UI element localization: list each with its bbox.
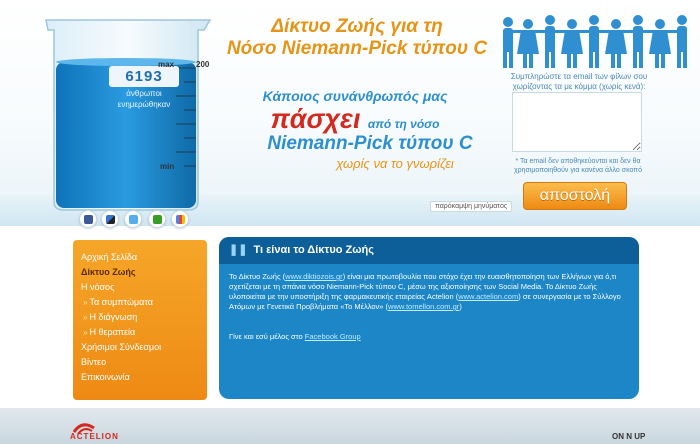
facebook-icon[interactable] — [79, 210, 97, 228]
tagline-2-emphasis: πάσχει — [270, 104, 361, 134]
content-paragraph-2 — [229, 332, 629, 342]
developer-credit[interactable]: ON N UP — [612, 432, 646, 441]
friends-email-input[interactable] — [512, 92, 642, 152]
chevron-right-icon: » — [83, 298, 88, 307]
tagline-2 — [220, 104, 490, 135]
beaker-max-label: max — [158, 60, 175, 69]
p1-text-c: ) σε συνεργασία με το Σύλλογο Ατόμων με Γενετικά Προβλήματα «Το Μέλλον» ( — [229, 292, 621, 311]
beaker-graphic — [38, 16, 214, 212]
delicious-icon[interactable] — [101, 210, 119, 228]
nav-item-diagnosis-label: Η διάγνωση — [89, 312, 138, 322]
p1-text-d: ) — [459, 302, 462, 311]
nav-item-treatment-label: Η θεραπεία — [89, 327, 136, 337]
pause-icon: ❚❚ — [229, 244, 248, 256]
content-panel — [219, 237, 639, 399]
chevron-right-icon: » — [83, 313, 88, 322]
content-header — [219, 237, 639, 264]
p1-text-b: ) είναι μια πρωτοβουλία που στόχο έχει την ευαισθητοποίηση των Ελλήνων για ό,τι σχετίζεται με τη σπάνια νόσο Niemann-Pick τύπου C, μέσω της αξιοποίησης των Social Media. Το Δίκτυο Ζωής υλοποιείται με την υποστήριξη της φαρμακευτικής εταιρείας Actelion ( — [229, 272, 617, 301]
chevron-right-icon: » — [83, 328, 88, 337]
nav-item-links[interactable]: Χρήσιμοι Σύνδεσμοι — [81, 342, 162, 352]
content-heading: Τι είναι το Δίκτυο Ζωής — [253, 244, 374, 256]
tagline-2-rest: από τη νόσο — [367, 117, 440, 131]
email-form-note: * Τα email δεν αποθηκεύονται και δεν θα χρησιμοποιηθούν για κανένα άλλο σκοπό — [513, 158, 643, 174]
email-form-label: Συμπληρώστε τα email των φίλων σου χωρίζοντας τα με κόμμα (χωρίς κενά): — [510, 72, 648, 91]
content-paragraph-1 — [229, 272, 629, 312]
diktiozois-link[interactable]: www.diktiozois.gr — [285, 272, 343, 281]
nav-item-symptoms-label: Τα συμπτώματα — [89, 297, 154, 307]
facebook-group-link[interactable]: Facebook Group — [304, 332, 361, 341]
site-title — [222, 16, 492, 60]
main-nav — [73, 240, 207, 400]
tagline-1: Κάποιος συνάνθρωπός μας — [262, 88, 448, 104]
actelion-link[interactable]: www.actelion.com — [458, 292, 519, 301]
nav-item-home[interactable]: Αρχική Σελίδα — [81, 252, 138, 262]
beaker-svg — [38, 16, 214, 212]
send-button[interactable]: αποστολή — [523, 182, 627, 210]
beaker-scale-label: 200 — [196, 60, 210, 69]
skip-message-link[interactable]: παρόκαμψη μηνύματος — [430, 201, 512, 212]
nav-item-symptoms[interactable] — [73, 295, 207, 310]
nav-item-treatment[interactable] — [73, 325, 207, 340]
tagline-4: χωρίς να το γνωρίζει — [336, 156, 454, 171]
nav-item-diagnosis[interactable] — [73, 310, 207, 325]
people-silhouettes-graphic — [498, 14, 694, 70]
google-icon[interactable] — [171, 210, 189, 228]
nav-item-network[interactable]: Δίκτυο Ζωής — [81, 267, 136, 277]
counter-caption-2: ενημερώθηκαν — [117, 100, 171, 109]
p2-text: Γίνε και εσύ μέλος στο — [229, 332, 305, 341]
tomellon-link[interactable]: www.tomellon.com.gr — [388, 302, 460, 311]
site-title-line-1: Δίκτυο Ζωής για τη — [271, 16, 443, 37]
site-title-line-2: Νόσο Niemann-Pick τύπου C — [226, 38, 488, 59]
p1-text-a: Το Δίκτυο Ζωής ( — [229, 272, 286, 281]
twitter-icon[interactable] — [124, 210, 142, 228]
info-counter — [94, 66, 194, 114]
counter-caption-1: άνθρωποι — [126, 89, 162, 98]
nav-item-video[interactable]: Βίντεο — [81, 357, 107, 367]
actelion-brand-text: ACTELION — [70, 432, 119, 441]
stumbleupon-icon[interactable] — [148, 210, 166, 228]
nav-item-contact[interactable]: Επικοινωνία — [81, 372, 130, 382]
beaker-min-label: min — [160, 162, 175, 171]
content-body — [219, 264, 639, 342]
tagline-3: Niemann-Pick τύπου C — [267, 133, 473, 154]
counter-number: 6193 — [109, 66, 179, 87]
nav-item-disease[interactable]: Η νόσος — [81, 282, 115, 292]
